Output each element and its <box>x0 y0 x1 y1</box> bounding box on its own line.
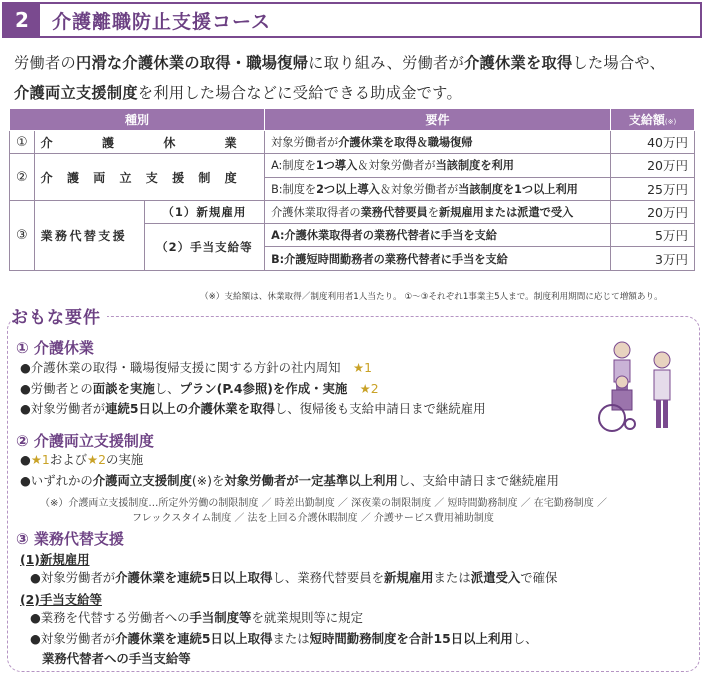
requirement-section-title: ③ 業務代替支援 <box>16 530 124 548</box>
list-item: ●対象労働者が介護休業を連続5日以上取得し、業務代替要員を新規雇用または派遣受入で確保 <box>30 570 558 585</box>
requirement-section-title: ② 介護両立支援制度 <box>16 432 154 450</box>
row-amount: 3万円 <box>611 247 695 270</box>
row-category: 介 護 両 立 支 援 制 度 <box>34 154 264 201</box>
table-footnote: （※）支給額は、休業取得／制度利用者1人当たり。 ①～③それぞれ1事業主5人まで。制度利用期間に応じて増額あり。 <box>200 292 663 302</box>
note-text: フレックスタイム制度 ／ 法を上回る介護休暇制度 ／ 介護サービス費用補助制度 <box>132 513 494 524</box>
row-amount: 5万円 <box>611 224 695 247</box>
list-item: ●★1および★2の実施 <box>20 452 144 467</box>
row-amount: 20万円 <box>611 154 695 177</box>
row-requirement: 対象労働者が介護休業を取得＆職場復帰 <box>265 131 611 154</box>
row-requirement: A:制度を1つ導入＆対象労働者が当該制度を利用 <box>265 154 611 177</box>
caregiver-wheelchair-illustration <box>592 338 688 434</box>
row-requirement: 介護休業取得者の業務代替要員を新規雇用または派遣で受入 <box>265 200 611 223</box>
row-requirement: B:介護短時間勤務者の業務代替者に手当を支給 <box>265 247 611 270</box>
table-row: ③ 業 務 代 替 支 援 （1）新規雇用 介護休業取得者の業務代替要員を新規雇用または派遣で受入 20万円 <box>10 200 695 223</box>
intro-paragraph: 労働者の円滑な介護休業の取得・職場復帰に取り組み、労働者が介護休業を取得した場合や、 介護両立支援制度を利用した場合などに受給できる助成金です。 <box>14 54 666 102</box>
row-requirement: B:制度を2つ以上導入＆対象労働者が当該制度を1つ以上利用 <box>265 177 611 200</box>
requirements-heading: おもな要件 <box>11 303 107 328</box>
table-header-row <box>10 109 695 131</box>
row-subcategory: （2）手当支給等 <box>144 224 264 271</box>
section-number-badge: 2 <box>4 4 40 36</box>
header-category: 種別 <box>10 109 265 131</box>
row-amount: 40万円 <box>611 131 695 154</box>
subheading: (1)新規雇用 <box>20 552 90 567</box>
section-title-bar <box>2 2 702 38</box>
header-amount: 支給額(※) <box>611 109 695 131</box>
header-requirement: 要件 <box>265 109 611 131</box>
row-amount: 20万円 <box>611 200 695 223</box>
table-row: ② 介 護 両 立 支 援 制 度 A:制度を1つ導入＆対象労働者が当該制度を利用 20万円 <box>10 154 695 177</box>
list-item: ●いずれかの介護両立支援制度(※)を対象労働者が一定基準以上利用し、支給申請日まで継続雇用 <box>20 473 559 488</box>
list-item: ●介護休業の取得・職場復帰支援に関する方針の社内周知 ★1 <box>20 360 372 375</box>
list-item: ●労働者との面談を実施し、プラン(P.4参照)を作成・実施 ★2 <box>20 381 379 396</box>
requirement-section-title: ① 介護休業 <box>16 339 94 357</box>
row-requirement: A:介護休業取得者の業務代替者に手当を支給 <box>265 224 611 247</box>
list-item: ●対象労働者が連続5日以上の介護休業を取得し、復帰後も支給申請日まで継続雇用 <box>20 401 486 416</box>
row-category: 業 務 代 替 支 援 <box>34 200 144 270</box>
section-title: 介護離職防止支援コース <box>52 10 272 33</box>
table-row: ① 介 護 休 業 対象労働者が介護休業を取得＆職場復帰 40万円 <box>10 131 695 154</box>
row-subcategory: （1）新規雇用 <box>144 200 264 223</box>
list-item: ●業務を代替する労働者への手当制度等を就業規則等に規定 <box>30 610 363 625</box>
note-text: （※）介護両立支援制度…所定外労働の制限制度 ／ 時差出勤制度 ／ 深夜業の制限制度 ／ 短時間勤務制度 ／ 在宅勤務制度 ／ <box>40 498 607 509</box>
row-amount: 25万円 <box>611 177 695 200</box>
list-item-continuation: 業務代替者への手当支給等 <box>42 651 191 666</box>
subsidy-table <box>9 108 695 271</box>
subheading: (2)手当支給等 <box>20 592 102 607</box>
list-item: ●対象労働者が介護休業を連続5日以上取得または短時間勤務制度を合計15日以上利用し、 <box>30 631 538 646</box>
row-category: 介 護 休 業 <box>34 131 264 154</box>
